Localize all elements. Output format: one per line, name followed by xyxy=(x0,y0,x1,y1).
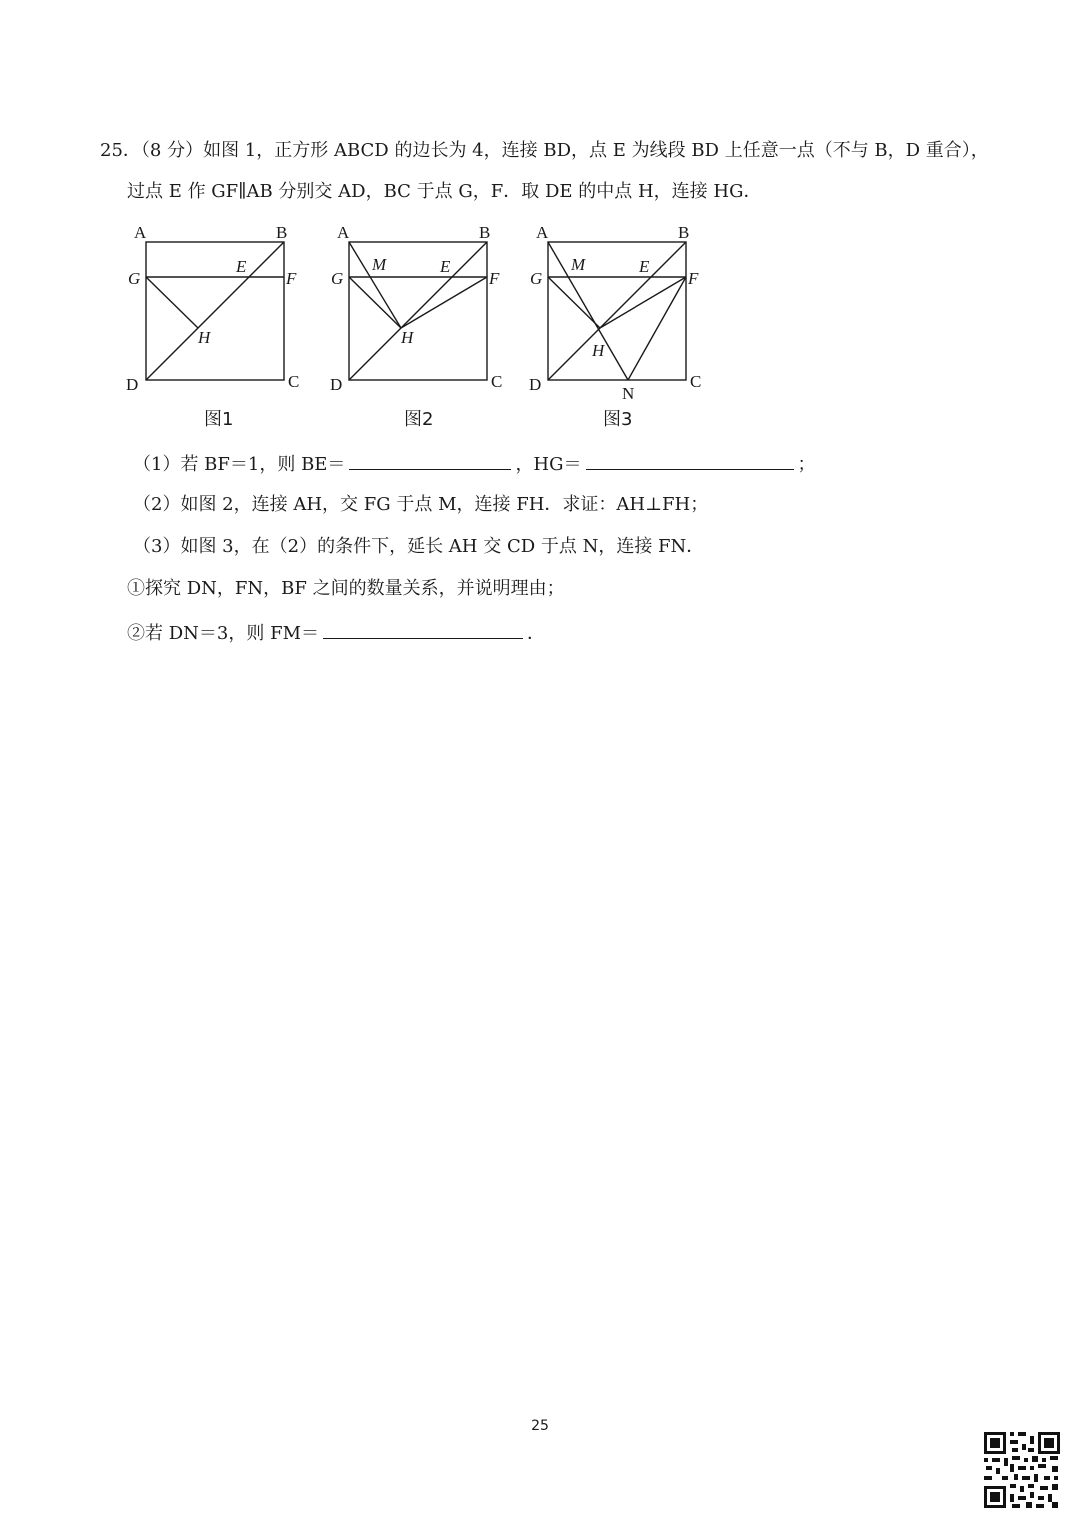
fig1-label-f: F xyxy=(286,269,297,288)
fig2-label-d: D xyxy=(330,375,343,394)
fig2-label-m: M xyxy=(372,255,387,274)
fig3-label-c: C xyxy=(690,372,702,391)
page-number: 25 xyxy=(531,1418,549,1434)
fig1-label-g: G xyxy=(128,269,141,288)
figures xyxy=(118,218,718,438)
question-1-middle: ，HG＝ xyxy=(515,454,582,475)
problem-line-1: 25．（8 分）如图 1，正方形 ABCD 的边长为 4，连接 BD，点 E 为线段 BD 上任意一点（不与 B，D 重合）， xyxy=(100,140,989,161)
fig3-label-n: N xyxy=(622,384,635,403)
fig1-label-a: A xyxy=(134,223,147,242)
fig3-label-a: A xyxy=(536,223,549,242)
figure-2 xyxy=(349,242,487,380)
question-2: （2）如图 2，连接 AH，交 FG 于点 M，连接 FH．求证：AH⊥FH； xyxy=(133,494,709,515)
fig2-label-h: H xyxy=(401,328,414,347)
answer-blank-hg[interactable] xyxy=(586,451,794,470)
figures-svg xyxy=(118,218,718,438)
fig3-caption: 图3 xyxy=(603,409,633,430)
fig3-label-e: E xyxy=(639,257,650,276)
fig1-label-h: H xyxy=(198,328,211,347)
fig3-label-b: B xyxy=(678,223,690,242)
fig1-label-e: E xyxy=(236,257,247,276)
fig2-label-a: A xyxy=(337,223,350,242)
question-3: （3）如图 3，在（2）的条件下，延长 AH 交 CD 于点 N，连接 FN． xyxy=(133,536,705,557)
question-1 xyxy=(133,451,816,477)
fig2-caption: 图2 xyxy=(404,409,434,430)
fig1-label-d: D xyxy=(126,375,139,394)
fig2-label-b: B xyxy=(479,223,491,242)
question-3-part-1: ①探究 DN，FN，BF 之间的数量关系，并说明理由； xyxy=(127,578,565,599)
fig2-label-e: E xyxy=(440,257,451,276)
fig3-label-d: D xyxy=(529,375,542,394)
fig2-label-f: F xyxy=(489,269,500,288)
fig3-label-h: H xyxy=(592,341,605,360)
question-3-part-2-end: ． xyxy=(527,623,545,644)
answer-blank-fm[interactable] xyxy=(323,620,523,639)
figure-3 xyxy=(548,242,686,380)
question-3-part-2 xyxy=(127,620,545,646)
problem-line-2: 过点 E 作 GF∥AB 分别交 AD，BC 于点 G，F．取 DE 的中点 H，连接 HG． xyxy=(127,181,762,202)
question-1-end: ； xyxy=(797,454,816,475)
fig2-label-g: G xyxy=(331,269,344,288)
fig3-label-m: M xyxy=(571,255,586,274)
fig1-caption: 图1 xyxy=(204,409,234,430)
answer-blank-be[interactable] xyxy=(349,451,511,470)
fig3-label-g: G xyxy=(530,269,543,288)
fig1-label-c: C xyxy=(288,372,300,391)
fig3-label-f: F xyxy=(688,269,699,288)
qr-code-icon xyxy=(982,1430,1062,1510)
question-1-prefix: （1）若 BF＝1，则 BE＝ xyxy=(133,454,346,475)
fig2-label-c: C xyxy=(491,372,503,391)
qr-code-graphic xyxy=(982,1430,1062,1510)
figure-1 xyxy=(146,242,284,380)
question-3-part-2-prefix: ②若 DN＝3，则 FM＝ xyxy=(127,623,319,644)
fig1-label-b: B xyxy=(276,223,288,242)
